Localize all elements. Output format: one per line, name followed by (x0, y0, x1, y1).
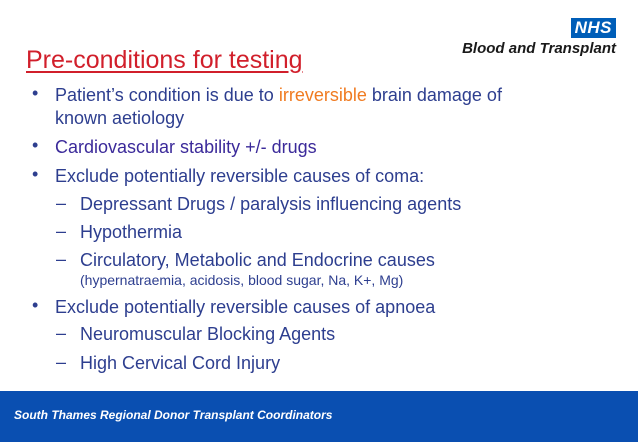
sub-item: Depressant Drugs / paralysis influencing agents (80, 194, 462, 214)
bullet-marker: • (32, 83, 39, 103)
bullet-item-4: Exclude potentially reversible causes of apnoea (55, 297, 436, 317)
nhs-blood-and-transplant-logo (416, 18, 616, 62)
bullet-marker: • (32, 295, 39, 315)
slide-title: Pre-conditions for testing (26, 46, 303, 74)
bullet-item-1-line2: known aetiology (55, 108, 185, 128)
footer-text: South Thames Regional Donor Transplant Coordinators (14, 408, 333, 422)
sub-item: Neuromuscular Blocking Agents (80, 324, 336, 344)
sub-item: Circulatory, Metabolic and Endocrine causes (80, 250, 435, 270)
bullet-item-3: Exclude potentially reversible causes of coma: (55, 166, 425, 186)
sub-item: High Cervical Cord Injury (80, 353, 281, 373)
dash-marker: – (56, 352, 67, 372)
dash-marker: – (56, 249, 67, 269)
highlight-irreversible: irreversible (278, 85, 367, 105)
bullet-item-1: Patient’s condition is due to irreversible brain damage of (55, 85, 502, 105)
footer-bar (0, 391, 638, 442)
bullet-item-2: Cardiovascular stability +/- drugs (55, 137, 317, 157)
nhs-logo-box: NHS (571, 18, 616, 38)
sub-item-note: (hypernatraemia, acidosis, blood sugar, Na, K+, Mg) (80, 272, 404, 288)
dash-marker: – (56, 193, 67, 213)
dash-marker: – (56, 221, 67, 241)
bullet-marker: • (32, 164, 39, 184)
sub-item: Hypothermia (80, 222, 183, 242)
dash-marker: – (56, 323, 67, 343)
org-name: Blood and Transplant (462, 40, 616, 57)
bullet-marker: • (32, 135, 39, 155)
